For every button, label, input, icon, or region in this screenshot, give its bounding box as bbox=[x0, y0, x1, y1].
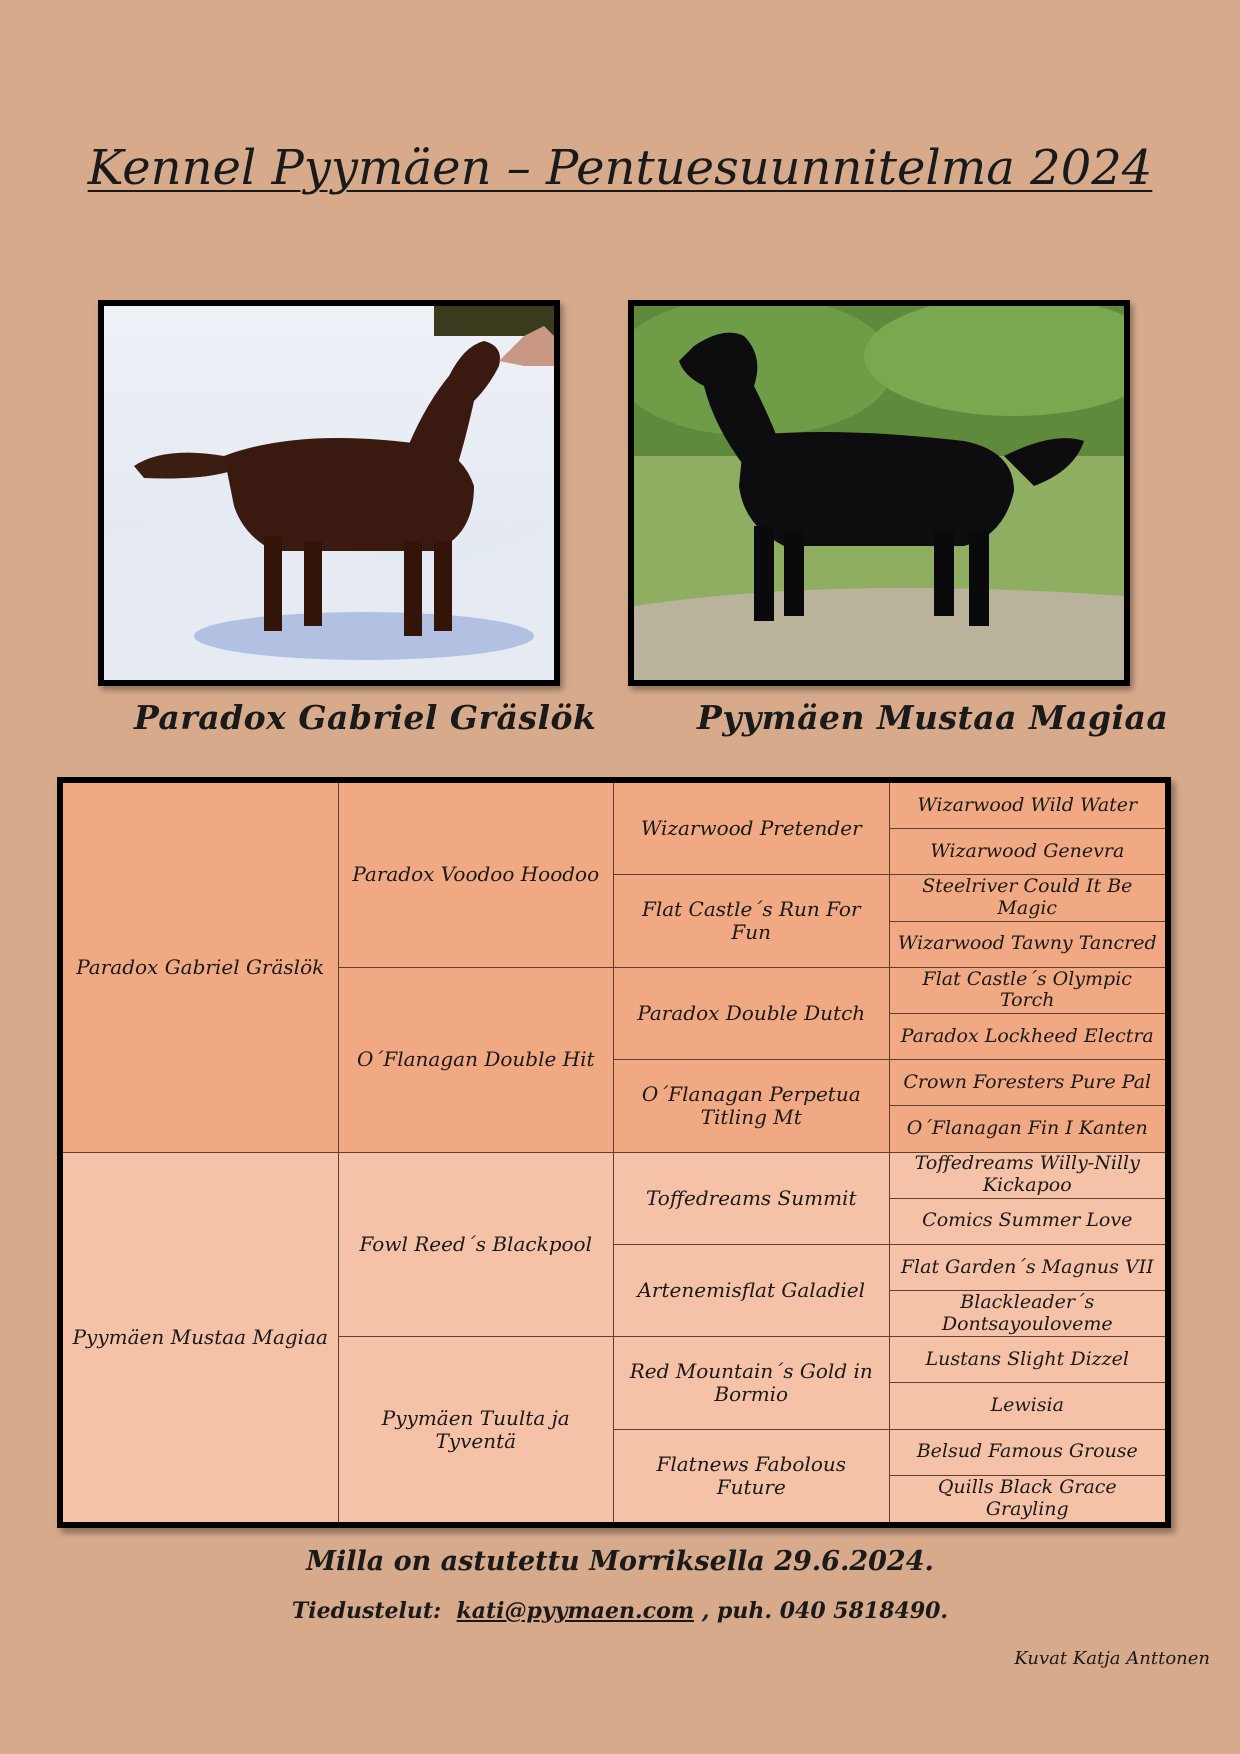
pedigree-gen4-cell: Lustans Slight Dizzel bbox=[890, 1337, 1166, 1383]
pedigree-gen3-cell: Wizarwood Pretender bbox=[614, 783, 890, 875]
black-dog-image bbox=[634, 306, 1124, 680]
page-title: Kennel Pyymäen – Pentuesuunnitelma 2024 bbox=[87, 140, 1153, 196]
brown-dog-image bbox=[104, 306, 554, 680]
pedigree-gen4-cell: Blackleader´s Dontsayouloveme bbox=[890, 1291, 1166, 1337]
contact-email-link[interactable]: kati@pyymaen.com bbox=[456, 1598, 695, 1624]
pedigree-gen4-cell: Quills Black Grace Grayling bbox=[890, 1476, 1166, 1522]
contact-line bbox=[0, 1598, 1240, 1624]
pedigree-gen3-cell: O´Flanagan Perpetua Titling Mt bbox=[614, 1060, 890, 1152]
dam-caption: Pyymäen Mustaa Magiaa bbox=[697, 698, 1169, 737]
pedigree-gen4-cell: Toffedreams Willy-Nilly Kickapoo bbox=[890, 1153, 1166, 1199]
brown-flatcoat-photo bbox=[98, 300, 560, 686]
pedigree-gen2-cell: Paradox Voodoo Hoodoo bbox=[339, 783, 615, 968]
pedigree-gen4-cell: Flat Garden´s Magnus VII bbox=[890, 1245, 1166, 1291]
pedigree-gen3-cell: Artenemisflat Galadiel bbox=[614, 1245, 890, 1337]
sire-caption: Paradox Gabriel Gräslök bbox=[134, 698, 597, 737]
pedigree-gen3-cell: Flat Castle´s Run For Fun bbox=[614, 875, 890, 967]
contact-label: Tiedustelut: bbox=[291, 1598, 442, 1624]
pedigree-sire: Paradox Gabriel Gräslök bbox=[63, 783, 339, 1153]
pedigree-gen4-cell: Belsud Famous Grouse bbox=[890, 1430, 1166, 1476]
mating-note: Milla on astutettu Morriksella 29.6.2024. bbox=[306, 1546, 934, 1577]
pedigree-gen4-cell: Wizarwood Wild Water bbox=[890, 783, 1166, 829]
pedigree-gen3-cell: Flatnews Fabolous Future bbox=[614, 1430, 890, 1522]
pedigree-gen4-cell: Lewisia bbox=[890, 1383, 1166, 1429]
pedigree-gen4-cell: Steelriver Could It Be Magic bbox=[890, 875, 1166, 921]
pedigree-table bbox=[57, 777, 1171, 1528]
pedigree-gen4-cell: Flat Castle´s Olympic Torch bbox=[890, 968, 1166, 1014]
pedigree-gen4-cell: Comics Summer Love bbox=[890, 1199, 1166, 1245]
pedigree-gen2-cell: Fowl Reed´s Blackpool bbox=[339, 1153, 615, 1338]
pedigree-gen2-cell: Pyymäen Tuulta ja Tyventä bbox=[339, 1337, 615, 1522]
black-flatcoat-photo bbox=[628, 300, 1130, 686]
pedigree-gen4-cell: Crown Foresters Pure Pal bbox=[890, 1060, 1166, 1106]
pedigree-gen4-cell: O´Flanagan Fin I Kanten bbox=[890, 1106, 1166, 1152]
pedigree-gen4-cell: Paradox Lockheed Electra bbox=[890, 1014, 1166, 1060]
pedigree-gen4-cell: Wizarwood Genevra bbox=[890, 829, 1166, 875]
photo-credit: Kuvat Katja Anttonen bbox=[1014, 1648, 1210, 1669]
pedigree-dam: Pyymäen Mustaa Magiaa bbox=[63, 1153, 339, 1523]
contact-phone: , puh. 040 5818490. bbox=[701, 1598, 949, 1624]
pedigree-gen4-cell: Wizarwood Tawny Tancred bbox=[890, 922, 1166, 968]
pedigree-gen2-cell: O´Flanagan Double Hit bbox=[339, 968, 615, 1153]
pedigree-gen3-cell: Red Mountain´s Gold in Bormio bbox=[614, 1337, 890, 1429]
pedigree-gen3-cell: Paradox Double Dutch bbox=[614, 968, 890, 1060]
pedigree-gen3-cell: Toffedreams Summit bbox=[614, 1153, 890, 1245]
